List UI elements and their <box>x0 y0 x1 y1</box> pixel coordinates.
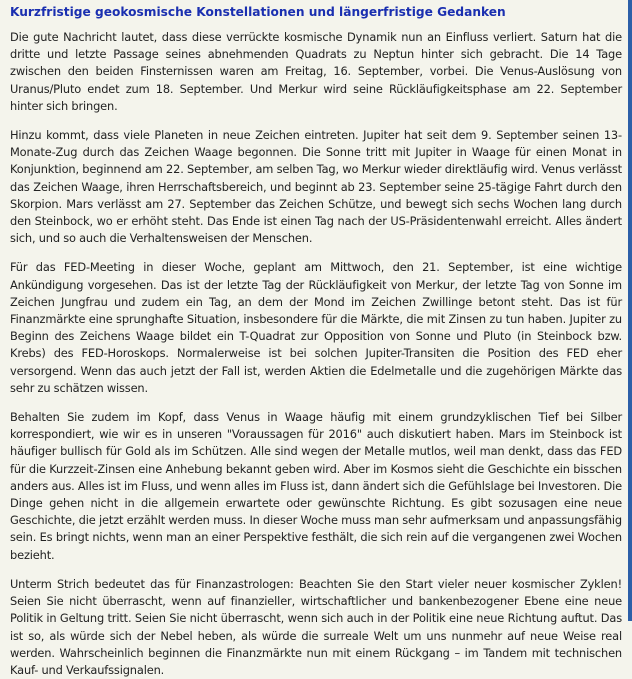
paragraph-1: Die gute Nachricht lautet, dass diese verrückte kosmische Dynamik nun an Einfluss verliert. Saturn hat die dritte und letzte Passage seines abnehmenden Quadrats zu Neptun hinter sich gebracht. Die 14 Tage zwischen den beiden Finsternissen waren am Freitag, 16. September, vorbei. Die Venus-Auslösung von Uranus/Pluto endet zum 18. September. Und Merkur wird seine Rückläufigkeitsphase am 22. September hinter sich bringen. <box>10 30 622 113</box>
paragraph-4: Behalten Sie zudem im Kopf, dass Venus in Waage häufig mit einem grundzyklischen Tief bei Silber korrespondiert, wie wir es in unseren "Voraussagen für 2016" auch diskutiert haben. Mars im Steinbock ist häufiger bullisch für Gold als im Schützen. Alle sind wegen der Metalle mutlos, weil man denkt, dass das FED für die Kurzzeit-Zinsen eine Anhebung bekannt geben wird. Aber im Kosmos sieht die Geschichte ein bisschen anders aus. Alles ist im Fluss, und wenn alles im Fluss ist, dann ändert sich die Gefühlslage bei Investoren. Die Dinge gehen nicht in die allgemein erwartete oder gewünschte Richtung. Es gibt sozusagen eine neue Geschichte, die jetzt erzählt werden muss. In dieser Woche muss man sehr aufmerksam und anpassungsfähig sein. Es bringt nichts, wenn man an einer Perspektive festhält, die sich rein auf die vergangenen zwei Wochen bezieht. <box>10 410 622 562</box>
paragraph-3: Für das FED-Meeting in dieser Woche, geplant am Mittwoch, den 21. September, ist eine wichtige Ankündigung vorgesehen. Das ist der letzte Tag der Rückläufigkeit von Merkur, der letzte Tag von Sonne im Zeichen Jungfrau und zudem ein Tag, an dem der Mond im Zeichen Zwillinge betont steht. Das ist für Finanzmärkte eine sprunghafte Situation, insbesondere für die Märkte, die mit Zinsen zu tun haben. Jupiter zu Beginn des Zeichens Waage bildet ein T-Quadrat zur Opposition von Sonne und Pluto (in Steinbock bzw. Krebs) des FED-Horoskops. Normalerweise ist bei solchen Jupiter-Transiten die Position des FED eher versorgend. Wenn das auch jetzt der Fall ist, werden Aktien die Edelmetalle und die zugehörigen Märkte das sehr zu schätzen wissen. <box>10 260 622 395</box>
right-edge-bar <box>628 0 632 621</box>
paragraph-2: Hinzu kommt, dass viele Planeten in neue Zeichen eintreten. Jupiter hat seit dem 9. September seinen 13-Monate-Zug durch das Zeichen Waage begonnen. Die Sonne tritt mit Jupiter in Waage für einen Monat in Konjunktion, beginnend am 22. September, am selben Tag, wo Merkur wieder direktläufig wird. Venus verlässt das Zeichen Waage, ihren Herrschaftsbereich, und beginnt ab 23. September seine 25-tägige Fahrt durch den Skorpion. Mars verlässt am 27. September das Zeichen Schütze, und bewegt sich sechs Wochen lang durch den Steinbock, wo er erhöht steht. Das Ende ist einen Tag nach der US-Präsidentenwahl erreicht. Alles ändert sich, und so auch die Verhaltensweisen der Menschen. <box>10 128 622 246</box>
article-title: Kurzfristige geokosmische Konstellationen und längerfristige Gedanken <box>10 5 506 19</box>
paragraph-5: Unterm Strich bedeutet das für Finanzastrologen: Beachten Sie den Start vieler neuer kosmischer Zyklen! Seien Sie nicht überrascht, wenn auf finanzieller, wirtschaftlicher und bankenbezogener Ebene eine neue Politik in Geltung tritt. Seien Sie nicht überrascht, wenn sich auch in der Politik eine neue Richtung auftut. Das ist so, als würde sich der Nebel heben, als würde die surreale Welt um uns nunmehr auf neue Weise real werden. Wahrscheinlich beginnen die Finanzmärkte nun mit einem Rückgang – im Tandem mit technischen Kauf- und Verkaufssignalen. <box>10 576 622 677</box>
